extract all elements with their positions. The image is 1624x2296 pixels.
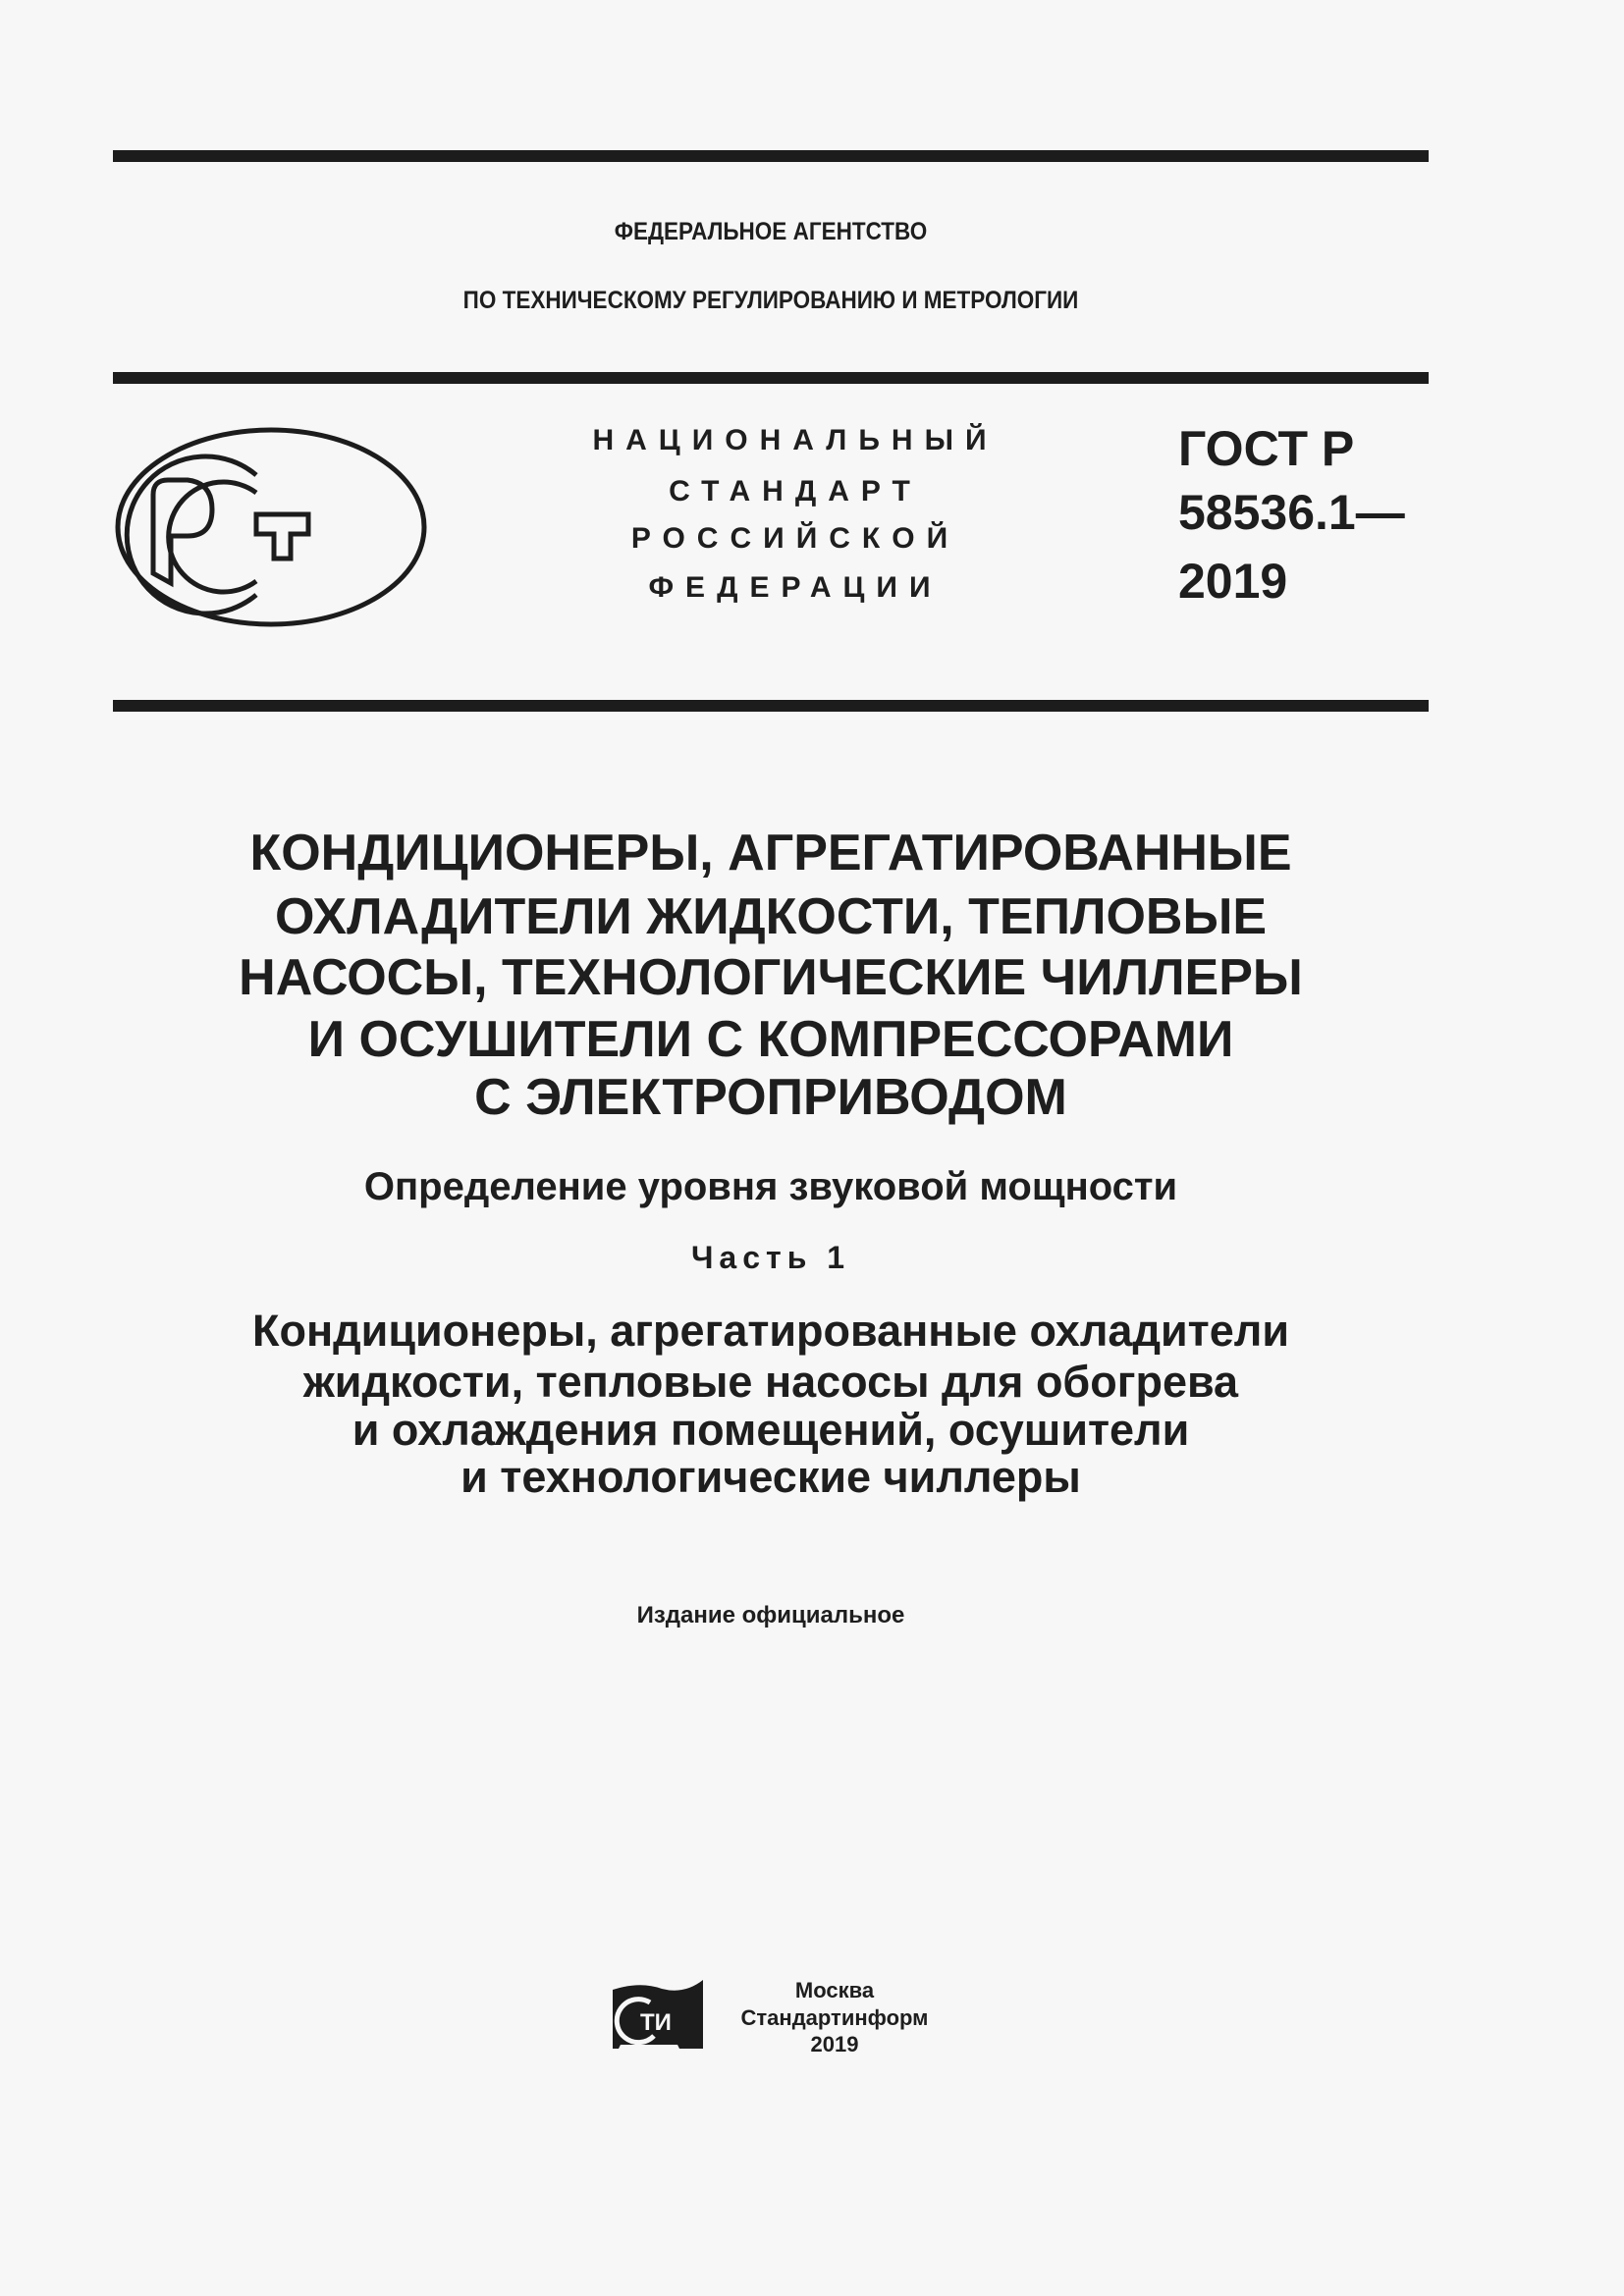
publisher-name: Стандартинформ <box>740 2005 929 2030</box>
svg-text:ТИ: ТИ <box>640 2009 672 2036</box>
title-line: И ОСУШИТЕЛИ С КОМПРЕССОРАМИ <box>307 1011 1234 1068</box>
part-title-line: и охлаждения помещений, осушители <box>352 1405 1190 1455</box>
rst-logo-icon <box>114 426 428 628</box>
standard-type-line: РОССИЙСКОЙ <box>630 522 960 555</box>
standard-type-line: СТАНДАРТ <box>669 475 922 507</box>
edition-label: Издание официальное <box>636 1602 905 1629</box>
gost-number: 58536.1— <box>1178 485 1405 540</box>
subtitle: Определение уровня звуковой мощности <box>363 1165 1178 1208</box>
part-title-line: жидкости, тепловые насосы для обогрева <box>302 1357 1239 1407</box>
publisher-city: Москва <box>794 1978 875 2002</box>
agency-line-1: ФЕДЕРАЛЬНОЕ АГЕНТСТВО <box>614 218 928 245</box>
title-line: НАСОСЫ, ТЕХНОЛОГИЧЕСКИЕ ЧИЛЛЕРЫ <box>239 949 1303 1006</box>
title-rule <box>113 700 1429 712</box>
gost-code: ГОСТ Р <box>1178 421 1355 476</box>
title-line: С ЭЛЕКТРОПРИВОДОМ <box>474 1069 1067 1126</box>
standartinform-logo-icon <box>611 1977 707 2056</box>
publisher-year: 2019 <box>810 2032 859 2056</box>
part-title-line: и технологические чиллеры <box>460 1452 1081 1502</box>
header-rule <box>113 372 1429 384</box>
title-line: КОНДИЦИОНЕРЫ, АГРЕГАТИРОВАННЫЕ <box>249 825 1292 881</box>
part-title-line: Кондиционеры, агрегатированные охладители <box>251 1306 1289 1356</box>
top-rule <box>113 150 1429 162</box>
standard-type-line: НАЦИОНАЛЬНЫЙ <box>592 424 999 456</box>
title-line: ОХЛАДИТЕЛИ ЖИДКОСТИ, ТЕПЛОВЫЕ <box>274 888 1268 945</box>
gost-year: 2019 <box>1178 554 1288 609</box>
agency-line-2: ПО ТЕХНИЧЕСКОМУ РЕГУЛИРОВАНИЮ И МЕТРОЛОГИИ <box>462 287 1079 314</box>
part-label: Часть 1 <box>690 1240 851 1275</box>
standard-type-line: ФЕДЕРАЦИИ <box>648 571 943 604</box>
